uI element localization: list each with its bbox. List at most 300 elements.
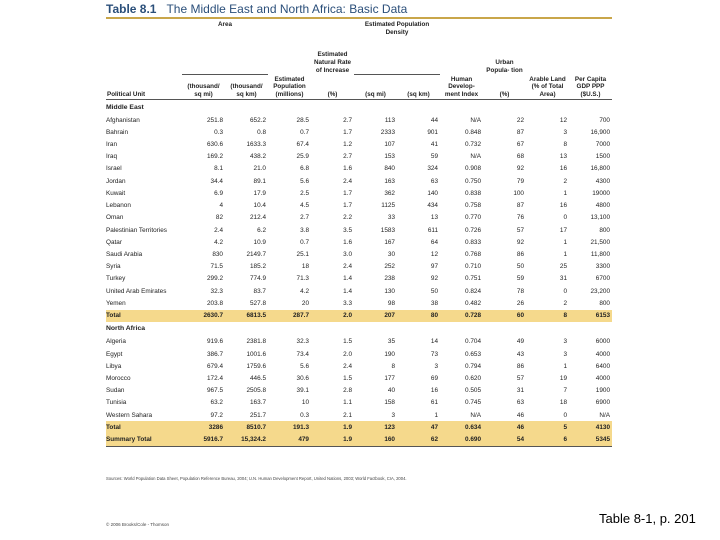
table-cell: 92 — [430, 275, 438, 283]
table-cell: 0.3 — [300, 411, 309, 419]
table-cell: 158 — [384, 399, 395, 407]
table-cell: 97.2 — [210, 411, 223, 419]
table-cell: 16,900 — [590, 128, 610, 136]
table-row — [106, 372, 612, 384]
table-cell: 7000 — [595, 141, 610, 149]
table-cell: 63 — [516, 399, 524, 407]
table-cell: 0.824 — [465, 287, 481, 295]
table-cell: 31 — [559, 275, 567, 283]
table-cell: 2.4 — [343, 263, 352, 271]
table-cell: 163.7 — [250, 399, 266, 407]
row-label: Yemen — [106, 299, 126, 307]
table-cell: 50 — [516, 263, 524, 271]
header-density-sqmi: (sq mi) — [365, 91, 386, 99]
row-label: Afghanistan — [106, 116, 140, 124]
table-cell: 774.9 — [250, 275, 266, 283]
table-cell: 1 — [563, 251, 567, 259]
table-cell: 2.0 — [343, 350, 352, 358]
table-cell: 0.505 — [465, 387, 481, 395]
table-cell: 1 — [563, 362, 567, 370]
row-label: Palestinian Territories — [106, 226, 167, 234]
table-cell: 83.7 — [253, 287, 266, 295]
table-cell: 4.2 — [300, 287, 309, 295]
header-political-unit: Political Unit — [107, 91, 146, 99]
table-cell: 1583 — [380, 226, 395, 234]
table-cell: 0.482 — [465, 299, 481, 307]
table-cell: 21,500 — [590, 238, 610, 246]
table-cell: 0 — [563, 287, 567, 295]
table-row — [106, 114, 612, 126]
table-row — [106, 175, 612, 187]
table-cell: 41 — [430, 141, 438, 149]
table-cell: 172.4 — [207, 374, 223, 382]
table-cell: 71.3 — [296, 275, 309, 283]
table-cell: 0.833 — [465, 238, 481, 246]
table-cell: 2.7 — [343, 153, 352, 161]
table-cell: 57 — [516, 374, 524, 382]
table-cell: 0.745 — [465, 399, 481, 407]
table-cell: 0.726 — [465, 226, 481, 234]
table-cell: 19 — [559, 374, 567, 382]
table-row — [106, 187, 612, 199]
table-cell: 69 — [430, 374, 438, 382]
table-cell: 6900 — [595, 399, 610, 407]
table-cell: 16,800 — [590, 165, 610, 173]
table-cell: 3 — [563, 350, 567, 358]
header-hdi: Human Develop- ment Index — [444, 75, 479, 99]
table-cell: 19000 — [592, 189, 610, 197]
row-label: Egypt — [106, 350, 123, 358]
table-cell: 2.0 — [311, 310, 354, 322]
table-cell: 2.4 — [343, 362, 352, 370]
table-cell: 446.5 — [250, 374, 266, 382]
table-cell: 2.1 — [343, 411, 352, 419]
table-cell: 71.5 — [210, 263, 223, 271]
table-cell: 0.8 — [257, 128, 266, 136]
table-cell: 13,100 — [590, 214, 610, 222]
table-row — [106, 212, 612, 224]
table-cell: 4300 — [595, 177, 610, 185]
table-cell: 34.4 — [210, 177, 223, 185]
header-area-sqkm: (thousand/ sq km) — [230, 83, 263, 99]
table-cell: 25.9 — [296, 153, 309, 161]
table-cell: 20 — [301, 299, 309, 307]
table-cell: 3.8 — [300, 226, 309, 234]
table-cell: 0.728 — [440, 310, 483, 322]
row-label: Syria — [106, 263, 121, 271]
table-cell: 1.7 — [343, 202, 352, 210]
table-cell: 0.768 — [465, 251, 481, 259]
table-cell: 17 — [559, 226, 567, 234]
row-label: Western Sahara — [106, 411, 153, 419]
table-cell: 73.4 — [296, 350, 309, 358]
table-title-bar — [106, 0, 612, 19]
row-label: Total — [106, 310, 182, 322]
table-cell: 25 — [559, 263, 567, 271]
row-label: Qatar — [106, 238, 122, 246]
table-cell: 59 — [430, 153, 438, 161]
table-cell: 59 — [516, 275, 524, 283]
row-label: Summary Total — [106, 433, 182, 446]
table-cell: 190 — [384, 350, 395, 358]
table-row — [106, 297, 612, 309]
table-cell: 3.3 — [343, 299, 352, 307]
table-row — [106, 273, 612, 285]
table-row — [106, 224, 612, 236]
table-cell: 251.7 — [250, 411, 266, 419]
table-cell: 67.4 — [296, 141, 309, 149]
table-cell: 434 — [427, 202, 438, 210]
table-cell: 1633.3 — [246, 141, 266, 149]
table-cell: 100 — [513, 189, 524, 197]
table-cell: 8 — [526, 310, 569, 322]
table-cell: 4 — [219, 202, 223, 210]
table-cell: 1500 — [595, 153, 610, 161]
row-label: Total — [106, 421, 182, 433]
table-cell: 63.2 — [210, 399, 223, 407]
table-cell: 32.3 — [296, 338, 309, 346]
table-cell: N/A — [470, 116, 481, 124]
row-label: United Arab Emirates — [106, 287, 167, 295]
table-cell: 8.1 — [214, 165, 223, 173]
table-cell: 43 — [516, 350, 524, 358]
header-density-sqkm: (sq km) — [407, 91, 430, 99]
table-cell: 6000 — [595, 338, 610, 346]
table-cell: 0.634 — [440, 421, 483, 433]
table-cell: 22 — [516, 116, 524, 124]
table-cell: 800 — [599, 299, 610, 307]
table-cell: 82 — [215, 214, 223, 222]
table-cell: 18 — [301, 263, 309, 271]
table-cell: 0.7 — [300, 128, 309, 136]
table-cell: 1.7 — [343, 189, 352, 197]
table-cell: 11,800 — [590, 251, 610, 259]
table-cell: 207 — [354, 310, 397, 322]
table-cell: 0.690 — [440, 433, 483, 446]
table-cell: 78 — [516, 287, 524, 295]
table-cell: 238 — [384, 275, 395, 283]
table-cell: 3.0 — [343, 251, 352, 259]
total-row — [106, 421, 612, 433]
table-cell: 3300 — [595, 263, 610, 271]
table-cell: 64 — [430, 238, 438, 246]
table-cell: 0.770 — [465, 214, 481, 222]
table-cell: 4.2 — [214, 238, 223, 246]
table-cell: 98 — [387, 299, 395, 307]
table-cell: 153 — [384, 153, 395, 161]
table-cell: 160 — [354, 433, 397, 446]
section-heading: Middle East — [106, 103, 144, 111]
table-cell: 39.1 — [296, 387, 309, 395]
table-cell: 6400 — [595, 362, 610, 370]
table-cell: 92 — [516, 238, 524, 246]
table-cell: 1125 — [381, 202, 395, 210]
table-cell: 30 — [387, 251, 395, 259]
table-cell: 919.6 — [207, 338, 223, 346]
header-gdp: Per Capita GDP PPP ($U.S.) — [574, 75, 607, 99]
table-cell: 700 — [599, 116, 610, 124]
table-cell: 611 — [427, 226, 438, 234]
table-cell: 61 — [430, 399, 438, 407]
table-cell: 386.7 — [207, 350, 223, 358]
table-cell: 169.2 — [207, 153, 223, 161]
table-cell: 89.1 — [253, 177, 266, 185]
table-cell: 0.7 — [300, 238, 309, 246]
table-cell: 32.3 — [210, 287, 223, 295]
row-label: Libya — [106, 362, 122, 370]
table-cell: 0 — [563, 214, 567, 222]
table-row — [106, 248, 612, 260]
table-row — [106, 163, 612, 175]
row-label: Bahrain — [106, 128, 129, 136]
table-cell: 4800 — [595, 202, 610, 210]
table-row — [106, 285, 612, 297]
table-cell: 299.2 — [207, 275, 223, 283]
table-cell: 203.8 — [207, 299, 223, 307]
table-cell: 123 — [354, 421, 397, 433]
table-row — [106, 138, 612, 150]
table-cell: 6700 — [595, 275, 610, 283]
table-cell: 5.6 — [300, 177, 309, 185]
table-cell: 113 — [384, 116, 395, 124]
table-cell: 62 — [397, 433, 440, 446]
table-cell: 2.5 — [300, 189, 309, 197]
table-cell: 8 — [563, 141, 567, 149]
table-cell: 13 — [430, 214, 438, 222]
table-cell: 163 — [384, 177, 395, 185]
table-cell: 830 — [212, 251, 223, 259]
table-cell: 140 — [427, 189, 438, 197]
table-cell: 0.3 — [214, 128, 223, 136]
table-cell: 1 — [563, 189, 567, 197]
table-cell: 2333 — [380, 128, 395, 136]
header-area: Area — [182, 19, 268, 75]
table-row — [106, 200, 612, 212]
table-cell: 2630.7 — [182, 310, 225, 322]
table-cell: 0 — [563, 411, 567, 419]
table-cell: 92 — [516, 165, 524, 173]
table-cell: 5.6 — [300, 362, 309, 370]
table-cell: 1 — [563, 238, 567, 246]
table-cell: 130 — [384, 287, 395, 295]
table-cell: 2381.8 — [246, 338, 266, 346]
table-cell: 73 — [430, 350, 438, 358]
header-urban-unit: (%) — [499, 91, 510, 99]
table-cell: 0.848 — [465, 128, 481, 136]
table-cell: 4130 — [569, 421, 612, 433]
table-cell: 49 — [516, 338, 524, 346]
row-label: Iraq — [106, 153, 118, 161]
row-label: Israel — [106, 165, 122, 173]
table-cell: 46 — [483, 421, 526, 433]
table-cell: 252 — [384, 263, 395, 271]
table-cell: 1.5 — [343, 338, 352, 346]
table-cell: 0.704 — [465, 338, 481, 346]
section-heading: North Africa — [106, 325, 146, 333]
row-label: Morocco — [106, 374, 131, 382]
table-cell: 87 — [516, 202, 524, 210]
header-natural-rate: Estimated Natural Rate of Increase — [313, 51, 352, 74]
table-cell: 97 — [430, 263, 438, 271]
table-cell: 6.2 — [257, 226, 266, 234]
table-cell: 107 — [384, 141, 395, 149]
section-header-row — [106, 100, 612, 115]
summary-total-row — [106, 433, 612, 446]
table-row — [106, 261, 612, 273]
table-cell: 33 — [387, 214, 395, 222]
table-cell: 2149.7 — [246, 251, 266, 259]
table-body — [106, 100, 612, 447]
table-cell: 54 — [483, 433, 526, 446]
table-cell: 0.732 — [465, 141, 481, 149]
copyright-credit: © 2006 Brooks/Cole - Thomson — [106, 522, 170, 527]
table-cell: 324 — [427, 165, 438, 173]
source-note: Sources: World Population Data Sheet, Population Reference Bureau, 2004; U.N. Human Development Report, United Nations, 2003; World Factbook, CIA, 2004. — [106, 476, 407, 481]
table-cell: 1.5 — [343, 374, 352, 382]
table-cell: 652.2 — [250, 116, 266, 124]
table-cell: 212.4 — [250, 214, 266, 222]
table-number: Table 8.1 — [106, 1, 157, 16]
total-row — [106, 310, 612, 322]
table-cell: 1.4 — [343, 275, 352, 283]
table-cell: N/A — [470, 411, 481, 419]
table-cell: 5 — [526, 421, 569, 433]
table-cell: 16 — [430, 387, 438, 395]
table-cell: 7 — [563, 387, 567, 395]
table-row — [106, 151, 612, 163]
table-cell: 28.5 — [296, 116, 309, 124]
table-cell: 2.7 — [300, 214, 309, 222]
table-cell: 527.8 — [250, 299, 266, 307]
table-cell: 16 — [559, 165, 567, 173]
section-header-row — [106, 322, 612, 336]
header-area-sqmi: (thousand/ sq mi) — [187, 83, 220, 99]
table-cell: 6.9 — [214, 189, 223, 197]
table-cell: 479 — [268, 433, 311, 446]
table-cell: 21.0 — [253, 165, 266, 173]
table-row — [106, 397, 612, 409]
table-cell: 8 — [391, 362, 395, 370]
table-cell: 2.2 — [343, 214, 352, 222]
table-cell: 35 — [387, 338, 395, 346]
header-density: Estimated Population Density — [354, 19, 440, 75]
row-label: Lebanon — [106, 202, 131, 210]
table-cell: 76 — [516, 214, 524, 222]
table-cell: 31 — [516, 387, 524, 395]
table-page — [106, 0, 612, 447]
table-cell: 14 — [430, 338, 438, 346]
table-cell: 60 — [483, 310, 526, 322]
table-cell: 251.8 — [207, 116, 223, 124]
table-cell: 1.7 — [343, 128, 352, 136]
table-cell: 10.9 — [253, 238, 266, 246]
table-cell: 12 — [559, 116, 567, 124]
table-cell: 50 — [430, 287, 438, 295]
header-urban: Urban Popula- tion — [486, 58, 523, 74]
row-label: Jordan — [106, 177, 126, 185]
table-cell: 3 — [563, 338, 567, 346]
table-cell: 40 — [387, 387, 395, 395]
table-cell: 5916.7 — [182, 433, 225, 446]
table-cell: 967.5 — [207, 387, 223, 395]
table-cell: 0.750 — [465, 177, 481, 185]
table-cell: 3 — [434, 362, 438, 370]
table-cell: 86 — [516, 362, 524, 370]
table-cell: 901 — [427, 128, 438, 136]
table-cell: 5345 — [569, 433, 612, 446]
table-cell: 2.4 — [214, 226, 223, 234]
row-label: Iran — [106, 141, 118, 149]
table-cell: N/A — [599, 411, 610, 419]
table-row — [106, 360, 612, 372]
table-cell: 1.6 — [343, 165, 352, 173]
table-cell: 679.4 — [207, 362, 223, 370]
table-cell: 3 — [391, 411, 395, 419]
table-cell: 2.8 — [343, 387, 352, 395]
row-label: Saudi Arabia — [106, 251, 143, 259]
table-cell: 18 — [559, 399, 567, 407]
table-cell: 2 — [563, 177, 567, 185]
table-cell: 79 — [516, 177, 524, 185]
header-natural-rate-unit: (%) — [327, 91, 338, 99]
table-row — [106, 348, 612, 360]
table-cell: 80 — [397, 310, 440, 322]
row-label: Algeria — [106, 338, 126, 346]
table-cell: 2 — [563, 299, 567, 307]
table-cell: 630.6 — [207, 141, 223, 149]
table-cell: 0.838 — [465, 189, 481, 197]
table-cell: 3 — [563, 128, 567, 136]
table-cell: 25.1 — [296, 251, 309, 259]
table-title: The Middle East and North Africa: Basic Data — [166, 1, 408, 16]
table-row — [106, 385, 612, 397]
table-cell: 1001.6 — [246, 350, 266, 358]
table-cell: 3286 — [182, 421, 225, 433]
table-cell: 6 — [526, 433, 569, 446]
table-cell: 362 — [384, 189, 395, 197]
table-cell: 87 — [516, 128, 524, 136]
table-cell: 438.2 — [250, 153, 266, 161]
slide-caption: Table 8-1, p. 201 — [599, 511, 696, 526]
row-label: Kuwait — [106, 189, 126, 197]
table-cell: 46 — [516, 411, 524, 419]
table-cell: 12 — [430, 251, 438, 259]
row-label: Sudan — [106, 387, 125, 395]
table-cell: 3.5 — [343, 226, 352, 234]
table-cell: 10.4 — [253, 202, 266, 210]
table-cell: 0.751 — [465, 275, 481, 283]
table-cell: 2505.8 — [246, 387, 266, 395]
table-cell: 1.4 — [343, 287, 352, 295]
table-cell: 185.2 — [250, 263, 266, 271]
table-cell: 1 — [434, 411, 438, 419]
table-cell: 6153 — [569, 310, 612, 322]
table-cell: 0.794 — [465, 362, 481, 370]
table-cell: 63 — [430, 177, 438, 185]
row-label: Oman — [106, 214, 124, 222]
table-cell: 30.6 — [296, 374, 309, 382]
table-cell: 1.9 — [311, 421, 354, 433]
table-cell: 1900 — [595, 387, 610, 395]
table-row — [106, 126, 612, 138]
table-cell: 57 — [516, 226, 524, 234]
table-cell: 167 — [384, 238, 395, 246]
table-row — [106, 409, 612, 421]
row-label: Tunisia — [106, 399, 127, 407]
table-cell: 840 — [384, 165, 395, 173]
table-cell: 191.3 — [268, 421, 311, 433]
table-cell: 1.1 — [343, 399, 352, 407]
